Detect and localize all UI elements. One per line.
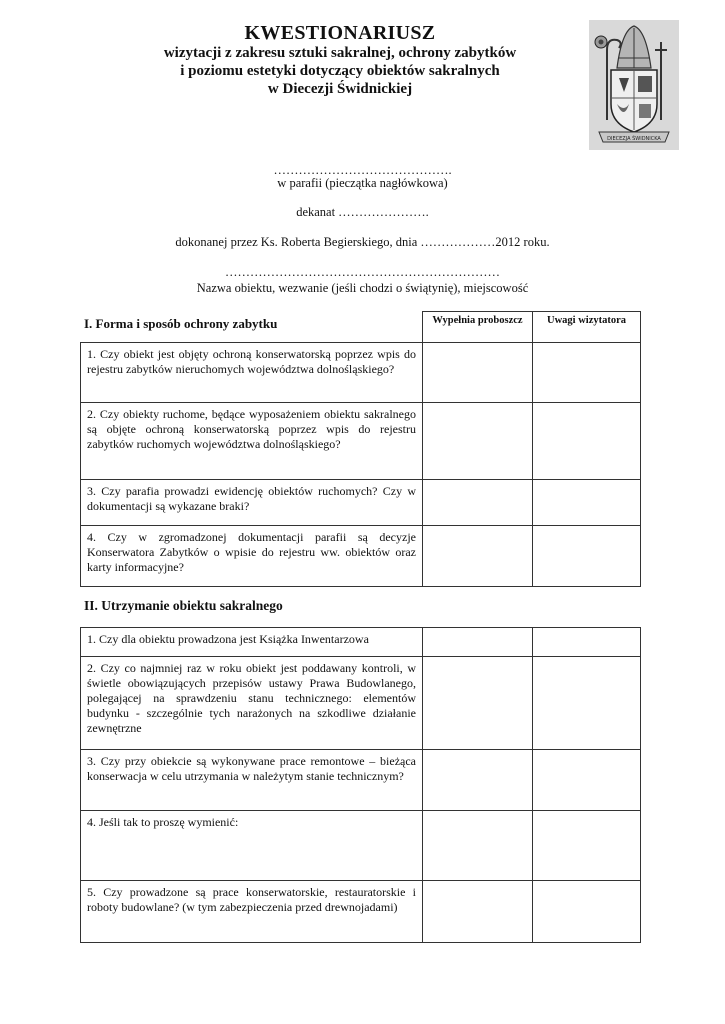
visitor-notes-cell[interactable] — [533, 526, 641, 587]
table-row — [81, 628, 641, 657]
section2-title: II. Utrzymanie obiektu sakralnego — [84, 598, 283, 613]
document-title: KWESTIONARIUSZ — [244, 22, 436, 44]
table-row — [81, 480, 641, 526]
section1-title: I. Forma i sposób ochrony zabytku — [84, 316, 278, 331]
table-row — [81, 343, 641, 403]
visit-line: dokonanej przez Ks. Roberta Begierskiego, dnia ………………2012 roku. — [175, 235, 550, 249]
parish-dots: ……………………………………. — [273, 163, 452, 177]
crest-caption: DIECEZJA ŚWIDNICKA — [607, 136, 661, 142]
deanery-line: dekanat …………………. — [296, 205, 429, 219]
visitor-notes-cell[interactable] — [533, 480, 641, 526]
diocese-crest-icon — [589, 20, 679, 150]
visitor-notes-cell[interactable] — [533, 343, 641, 403]
visitor-notes-cell[interactable] — [533, 750, 641, 811]
question-text: 4. Czy w zgromadzonej dokumentacji parafii są decyzje Konserwatora Zabytków o wpisie do rejestru ww. obiektów oraz karty informacyjne? — [81, 526, 423, 587]
visitor-notes-cell[interactable] — [533, 657, 641, 750]
parish-answer-cell[interactable] — [423, 881, 533, 943]
visitor-notes-cell[interactable] — [533, 628, 641, 657]
table-row — [81, 657, 641, 750]
parish-label: w parafii (pieczątka nagłówkowa) — [277, 176, 448, 190]
document-subtitle-line1: wizytacji z zakresu sztuki sakralnej, ochrony zabytków — [163, 45, 517, 61]
parish-answer-cell[interactable] — [423, 343, 533, 403]
parish-answer-cell[interactable] — [423, 526, 533, 587]
question-text: 5. Czy prowadzone są prace konserwatorskie, restauratorskie i roboty budowlane? (w tym zabezpieczenia przed drewnojadami) — [81, 881, 423, 943]
table-row — [81, 881, 641, 943]
table-row — [81, 403, 641, 480]
object-label: Nazwa obiektu, wezwanie (jeśli chodzi o świątynię), miejscowość — [196, 281, 529, 295]
section1-table — [80, 311, 641, 587]
visitor-notes-cell[interactable] — [533, 403, 641, 480]
document-subtitle-line2: i poziomu estetyki dotyczący obiektów sakralnych — [180, 63, 500, 79]
document-header — [120, 22, 560, 98]
question-text: 1. Czy obiekt jest objęty ochroną konserwatorską poprzez wpis do rejestru zabytków nieruchomych województwa dolnośląskiego? — [81, 343, 423, 403]
table-row — [81, 526, 641, 587]
question-text: 2. Czy obiekty ruchome, będące wyposażeniem obiektu sakralnego są objęte ochroną konserwatorską poprzez wpis do rejestru zabytków ruchomych województwa dolnośląskiego? — [81, 403, 423, 480]
parish-answer-cell[interactable] — [423, 628, 533, 657]
column-header-visitor: Uwagi wizytatora — [533, 312, 641, 343]
question-text: 2. Czy co najmniej raz w roku obiekt jest poddawany kontroli, w świetle obowiązujących przepisów ustawy Prawa Budowlanego, polegającej na sprawdzeniu stanu technicznego: elementów budynku - szczególnie tych narażonych na szkodliwe działanie zewnętrzne — [81, 657, 423, 750]
table-row — [81, 750, 641, 811]
question-text: 3. Czy przy obiekcie są wykonywane prace remontowe – bieżąca konserwacja w celu utrzymania w należytym stanie technicznym? — [81, 750, 423, 811]
table-row — [81, 811, 641, 881]
column-header-parish: Wypełnia proboszcz — [423, 312, 533, 343]
parish-answer-cell[interactable] — [423, 403, 533, 480]
document-subtitle-line3: w Diecezji Świdnickiej — [267, 81, 413, 97]
parish-answer-cell[interactable] — [423, 657, 533, 750]
section2-table — [80, 627, 641, 943]
question-text: 1. Czy dla obiektu prowadzona jest Książka Inwentarzowa — [81, 628, 423, 657]
question-text: 4. Jeśli tak to proszę wymienić: — [81, 811, 423, 881]
visitor-notes-cell[interactable] — [533, 811, 641, 881]
object-dots: ………………………………………………………… — [225, 265, 500, 279]
parish-answer-cell[interactable] — [423, 750, 533, 811]
visitor-notes-cell[interactable] — [533, 881, 641, 943]
parish-answer-cell[interactable] — [423, 480, 533, 526]
question-text: 3. Czy parafia prowadzi ewidencję obiektów ruchomych? Czy w dokumentacji są wykazane braki? — [81, 480, 423, 526]
parish-answer-cell[interactable] — [423, 811, 533, 881]
section1-header-row — [81, 312, 641, 343]
